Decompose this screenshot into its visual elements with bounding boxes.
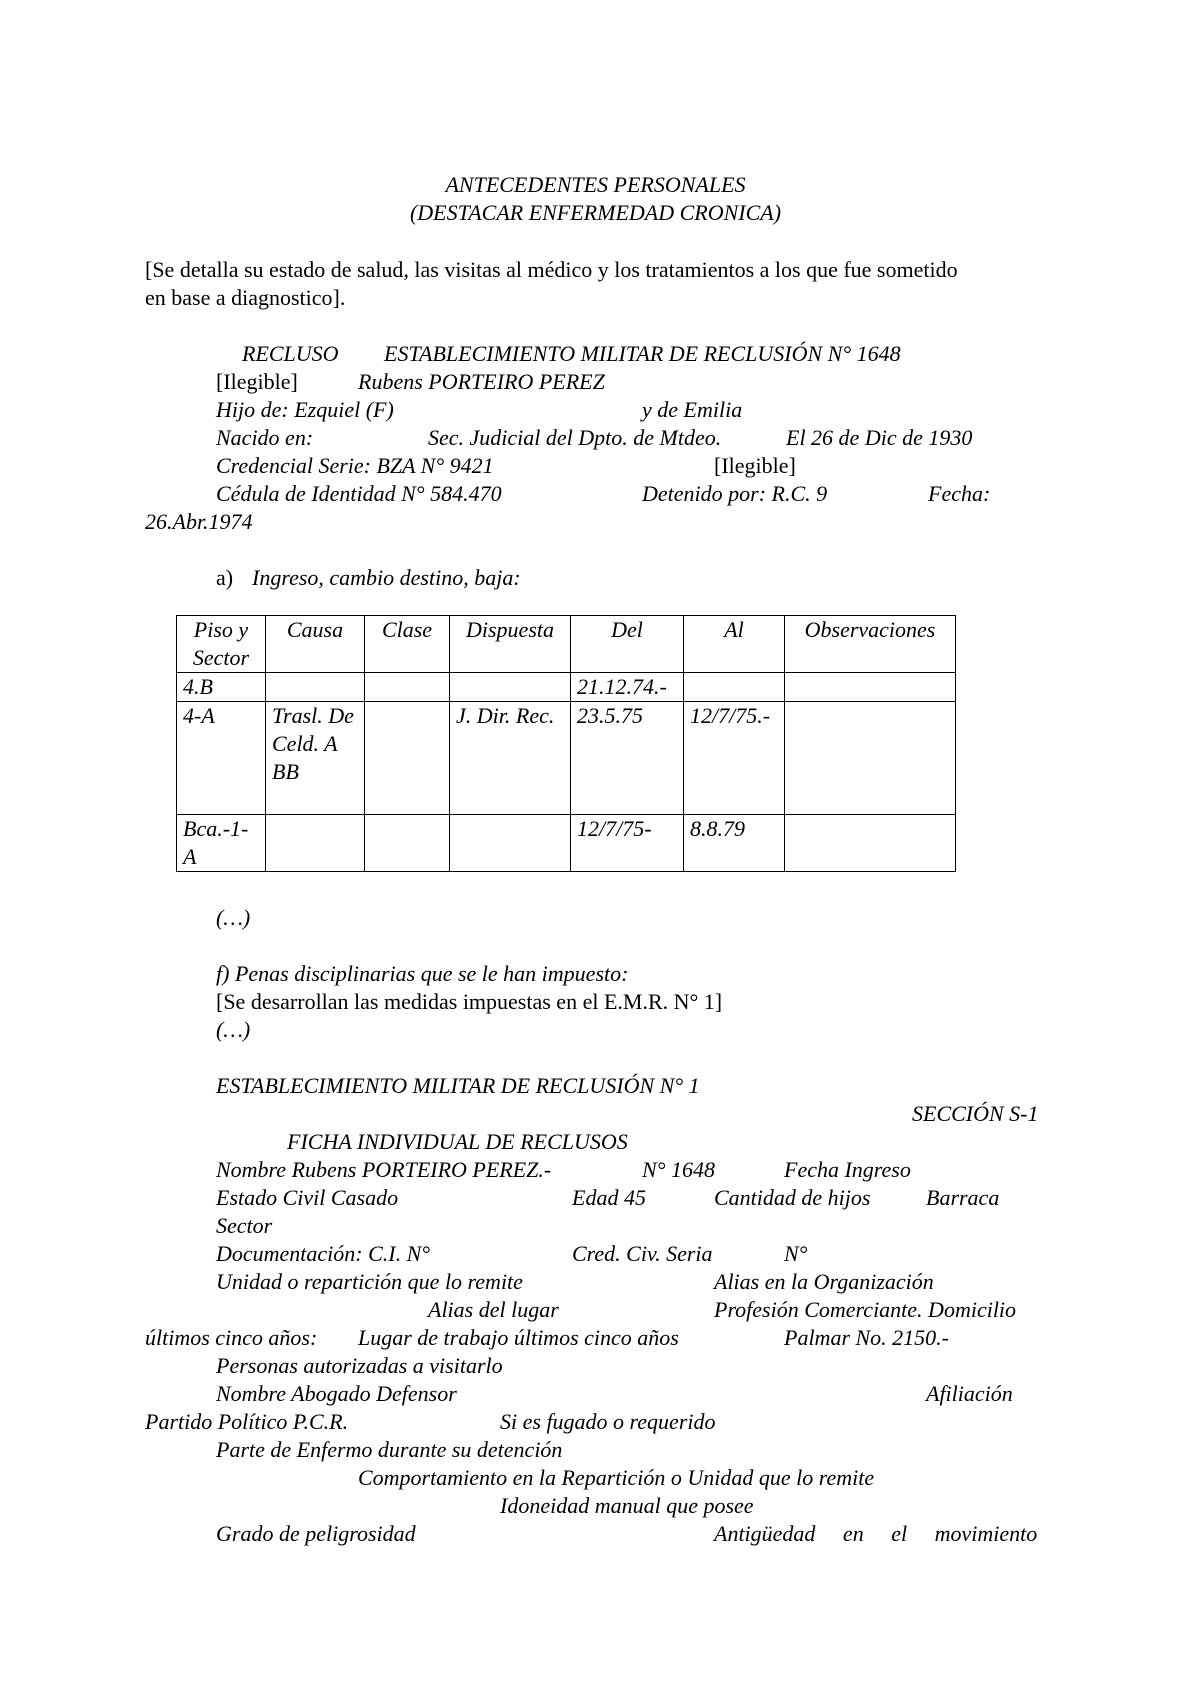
- cell-clase: [365, 815, 450, 872]
- cell-del: 12/7/75-: [571, 815, 684, 872]
- cell-causa: Trasl. De Celd. A BB: [266, 702, 365, 815]
- born-label: Nacido en:: [216, 425, 314, 450]
- ficha-civil-status: Estado Civil Casado: [216, 1185, 399, 1210]
- ficha-party: Partido Político P.C.R.: [145, 1409, 349, 1434]
- id-card: Cédula de Identidad N° 584.470: [216, 481, 502, 506]
- recluso-father: Hijo de: Ezquiel (F): [216, 397, 394, 422]
- cell-obs: [785, 673, 956, 702]
- recluso-establishment: ESTABLECIMIENTO MILITAR DE RECLUSIÓN N° 1648: [384, 341, 901, 366]
- recluso-name: Rubens PORTEIRO PEREZ: [358, 369, 605, 394]
- col-observaciones: Observaciones: [785, 616, 956, 673]
- cell-obs: [785, 815, 956, 872]
- section-a-title: Ingreso, cambio destino, baja:: [252, 565, 521, 590]
- ficha-cred-civ: Cred. Civ. Seria: [572, 1241, 713, 1266]
- recluso-mother: y de Emilia: [642, 397, 743, 422]
- ficha-affiliation: Afiliación: [926, 1381, 1013, 1406]
- col-causa: Causa: [266, 616, 365, 673]
- transfer-table: [176, 615, 956, 872]
- ficha-last-years: últimos cinco años:: [145, 1325, 318, 1350]
- detained-by: Detenido por: R.C. 9: [642, 481, 828, 506]
- ficha-children: Cantidad de hijos: [714, 1185, 871, 1210]
- cell-clase: [365, 702, 450, 815]
- table-row: [177, 673, 956, 702]
- ficha-profession: Profesión Comerciante. Domicilio: [714, 1297, 1017, 1322]
- ficha-address: Palmar No. 2150.-: [784, 1325, 949, 1350]
- ficha-lawyer: Nombre Abogado Defensor: [216, 1381, 457, 1406]
- ficha-visitors: Personas autorizadas a visitarlo: [216, 1353, 503, 1378]
- ficha-behavior: Comportamiento en la Repartición o Unidad que lo remite: [358, 1465, 875, 1490]
- col-del: Del: [571, 616, 684, 673]
- illegible-2: [Ilegible]: [714, 453, 796, 478]
- ellipsis-1: (…): [216, 905, 251, 930]
- cell-dispuesta: J. Dir. Rec.: [450, 702, 571, 815]
- born-place: Sec. Judicial del Dpto. de Mtdeo.: [428, 425, 722, 450]
- cell-del: 21.12.74.-: [571, 673, 684, 702]
- section-f-title: f) Penas disciplinarias que se le han impuesto:: [216, 961, 629, 986]
- born-date: El 26 de Dic de 1930: [786, 425, 973, 450]
- ficha-fugitive: Si es fugado o requerido: [500, 1409, 716, 1434]
- ficha-sector: Sector: [216, 1213, 273, 1238]
- intro-line-1: [Se detalla su estado de salud, las visitas al médico y los tratamientos a los que fue sometido: [145, 257, 958, 282]
- col-piso-sector: Piso y Sector: [177, 616, 266, 673]
- section-f-note: [Se desarrollan las medidas impuestas en el E.M.R. N° 1]: [216, 989, 723, 1014]
- cell-al: 8.8.79: [684, 815, 785, 872]
- cell-dispuesta: [450, 673, 571, 702]
- cell-al: 12/7/75.-: [684, 702, 785, 815]
- date-label: Fecha:: [928, 481, 991, 506]
- ficha-barracks: Barraca: [926, 1185, 1000, 1210]
- ficha-danger: Grado de peligrosidad: [216, 1521, 416, 1546]
- cell-piso: Bca.-1-A: [177, 815, 266, 872]
- ficha-workplace: Lugar de trabajo últimos cinco años: [358, 1325, 679, 1350]
- ficha-org-alias: Alias en la Organización: [714, 1269, 934, 1294]
- ficha-n-mark: N°: [784, 1241, 808, 1266]
- ficha-title: FICHA INDIVIDUAL DE RECLUSOS: [287, 1129, 628, 1154]
- ellipsis-2: (…): [216, 1017, 251, 1042]
- cell-piso: 4-A: [177, 702, 266, 815]
- cell-causa: [266, 673, 365, 702]
- intro-line-2: en base a diagnostico].: [145, 285, 346, 310]
- col-al: Al: [684, 616, 785, 673]
- table-row: [177, 702, 956, 815]
- ficha-entry-date: Fecha Ingreso: [784, 1157, 911, 1182]
- credential: Credencial Serie: BZA N° 9421: [216, 453, 494, 478]
- table-row: [177, 815, 956, 872]
- recluso-label: RECLUSO: [242, 341, 339, 366]
- ficha-unit: Unidad o repartición que lo remite: [216, 1269, 523, 1294]
- ficha-age: Edad 45: [572, 1185, 646, 1210]
- ficha-documentation: Documentación: C.I. N°: [216, 1241, 431, 1266]
- col-clase: Clase: [365, 616, 450, 673]
- illegible-1: [Ilegible]: [216, 369, 298, 394]
- ficha-number: N° 1648: [642, 1157, 715, 1182]
- section-a-marker: a): [216, 565, 234, 590]
- ficha-establishment: ESTABLECIMIENTO MILITAR DE RECLUSIÓN N° 1: [216, 1073, 700, 1098]
- cell-clase: [365, 673, 450, 702]
- cell-dispuesta: [450, 815, 571, 872]
- date-value: 26.Abr.1974: [145, 509, 253, 534]
- ficha-name: Nombre Rubens PORTEIRO PEREZ.-: [216, 1157, 552, 1182]
- cell-del: 23.5.75: [571, 702, 684, 815]
- doc-subtitle: (DESTACAR ENFERMEDAD CRONICA): [409, 200, 782, 225]
- table-header-row: [177, 616, 956, 673]
- cell-piso: 4.B: [177, 673, 266, 702]
- ficha-sick-report: Parte de Enfermo durante su detención: [216, 1437, 563, 1462]
- cell-obs: [785, 702, 956, 815]
- cell-al: [684, 673, 785, 702]
- ficha-place-alias: Alias del lugar: [428, 1297, 559, 1322]
- ficha-seniority: Antigüedad en el movimiento: [714, 1521, 1038, 1546]
- ficha-manual-skill: Idoneidad manual que posee: [500, 1493, 754, 1518]
- ficha-section: SECCIÓN S-1: [912, 1101, 1039, 1126]
- cell-causa: [266, 815, 365, 872]
- col-dispuesta: Dispuesta: [450, 616, 571, 673]
- doc-title: ANTECEDENTES PERSONALES: [445, 172, 746, 197]
